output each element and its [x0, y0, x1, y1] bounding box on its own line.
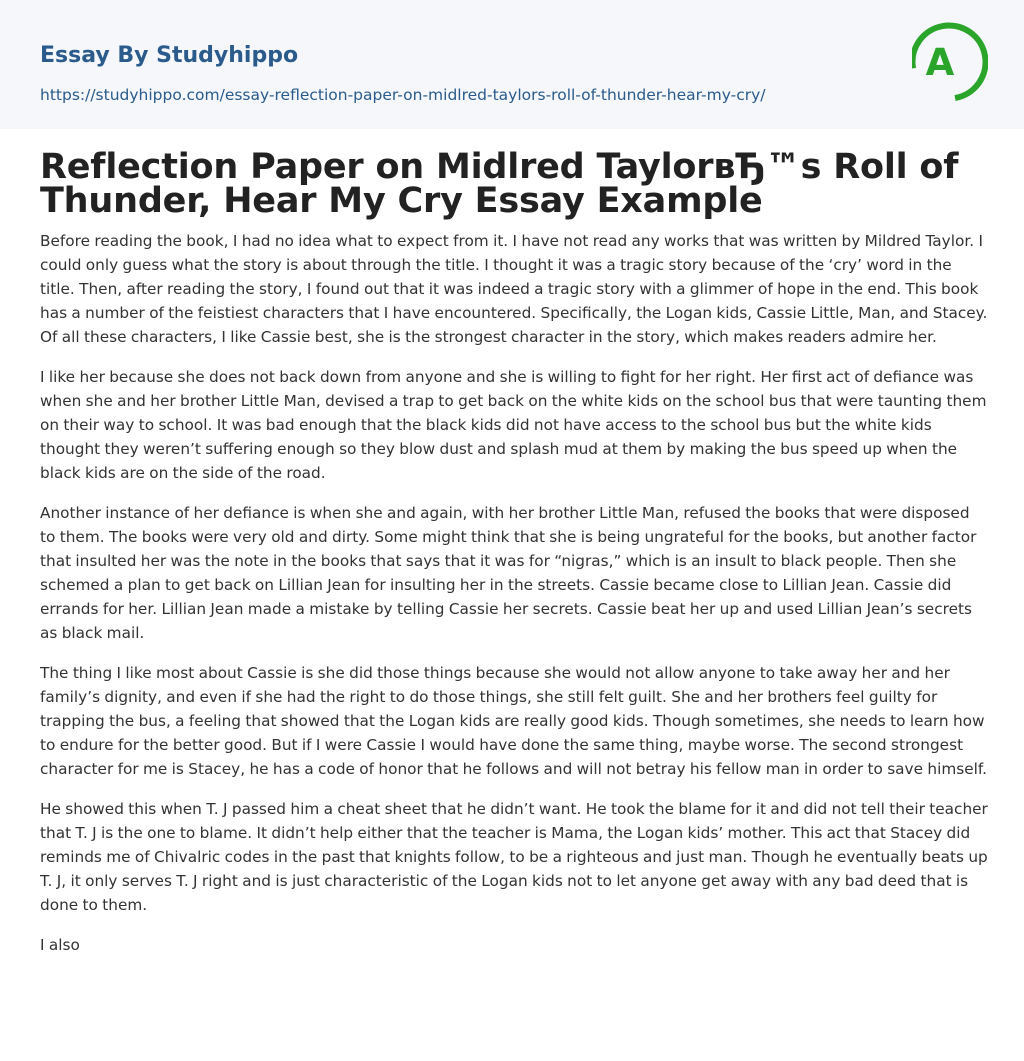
- site-brand[interactable]: Essay By Studyhippo: [40, 43, 299, 68]
- essay-paragraph: He showed this when T. J passed him a cheat sheet that he didn’t want. He took the blame for it and did not tell their teacher that T. J is the one to blame. It didn’t help either that the teacher is Mama, the Logan kids’ mother. This act that Stacey did reminds me of Chivalric codes in the past that knights follow, to be a righteous and just man. Though he eventually beats up T. J, it only serves T. J right and is just characteristic of the Logan kids not to let anyone get away with any bad deed that is done to them.: [40, 800, 988, 914]
- essay-url-link[interactable]: https://studyhippo.com/essay-reflection-paper-on-midlred-taylors-roll-of-thunder-hear-my-cry/: [40, 86, 766, 104]
- essay-paragraph: The thing I like most about Cassie is she did those things because she would not allow anyone to take away her and her family’s dignity, and even if she had the right to do those things, she still felt guilt. She and her brothers feel guilty for trapping the bus, a feeling that showed that the Logan kids are really good kids. Though sometimes, she needs to learn how to endure for the better good. But if I were Cassie I would have done the same thing, maybe worse. The second strongest character for me is Stacey, he has a code of honor that he follows and will not betray his fellow man in order to save himself.: [40, 664, 987, 778]
- essay-title: Reflection Paper on Midlred TaylorвЂ™s Roll of Thunder, Hear My Cry Essay Example: [40, 147, 959, 221]
- essay-paragraph: I like her because she does not back down from anyone and she is willing to fight for her right. Her first act of defiance was when she and her brother Little Man, devised a trap to get back on the white kids on the school bus that were taunting them on their way to school. It was bad enough that the black kids did not have access to the school bus but the white kids thought they weren’t suffering enough so they blow dust and splash mud at them by making the bus speed up when the black kids are on the side of the road.: [40, 368, 987, 482]
- essay-paragraph-truncated: I also: [40, 936, 80, 954]
- essay-paragraph: Another instance of her defiance is when she and again, with her brother Little Man, refused the books that were disposed to them. The books were very old and dirty. Some might think that she is being ungrateful for the books, but another factor that insulted her was the note in the books that says that it was for “nigras,” which is an insult to black people. Then she schemed a plan to get back on Lillian Jean for insulting her in the streets. Cassie became close to Lillian Jean. Cassie did errands for her. Lillian Jean made a mistake by telling Cassie her secrets. Cassie beat her up and used Lillian Jean’s secrets as black mail.: [40, 504, 977, 642]
- studyhippo-logo-icon[interactable]: [912, 18, 988, 108]
- essay-paragraph: Before reading the book, I had no idea what to expect from it. I have not read any works that was written by Mildred Taylor. I could only guess what the story is about through the title. I thought it was a tragic story because of the ‘cry’ word in the title. Then, after reading the story, I found out that it was indeed a tragic story with a glimmer of hope in the end. This book has a number of the feistiest characters that I have encountered. Specifically, the Logan kids, Cassie Little, Man, and Stacey. Of all these characters, I like Cassie best, she is the strongest character in the story, which makes readers admire her.: [40, 232, 988, 346]
- article: [40, 147, 988, 973]
- site-header: [0, 0, 1024, 129]
- logo-letter: A: [925, 41, 955, 84]
